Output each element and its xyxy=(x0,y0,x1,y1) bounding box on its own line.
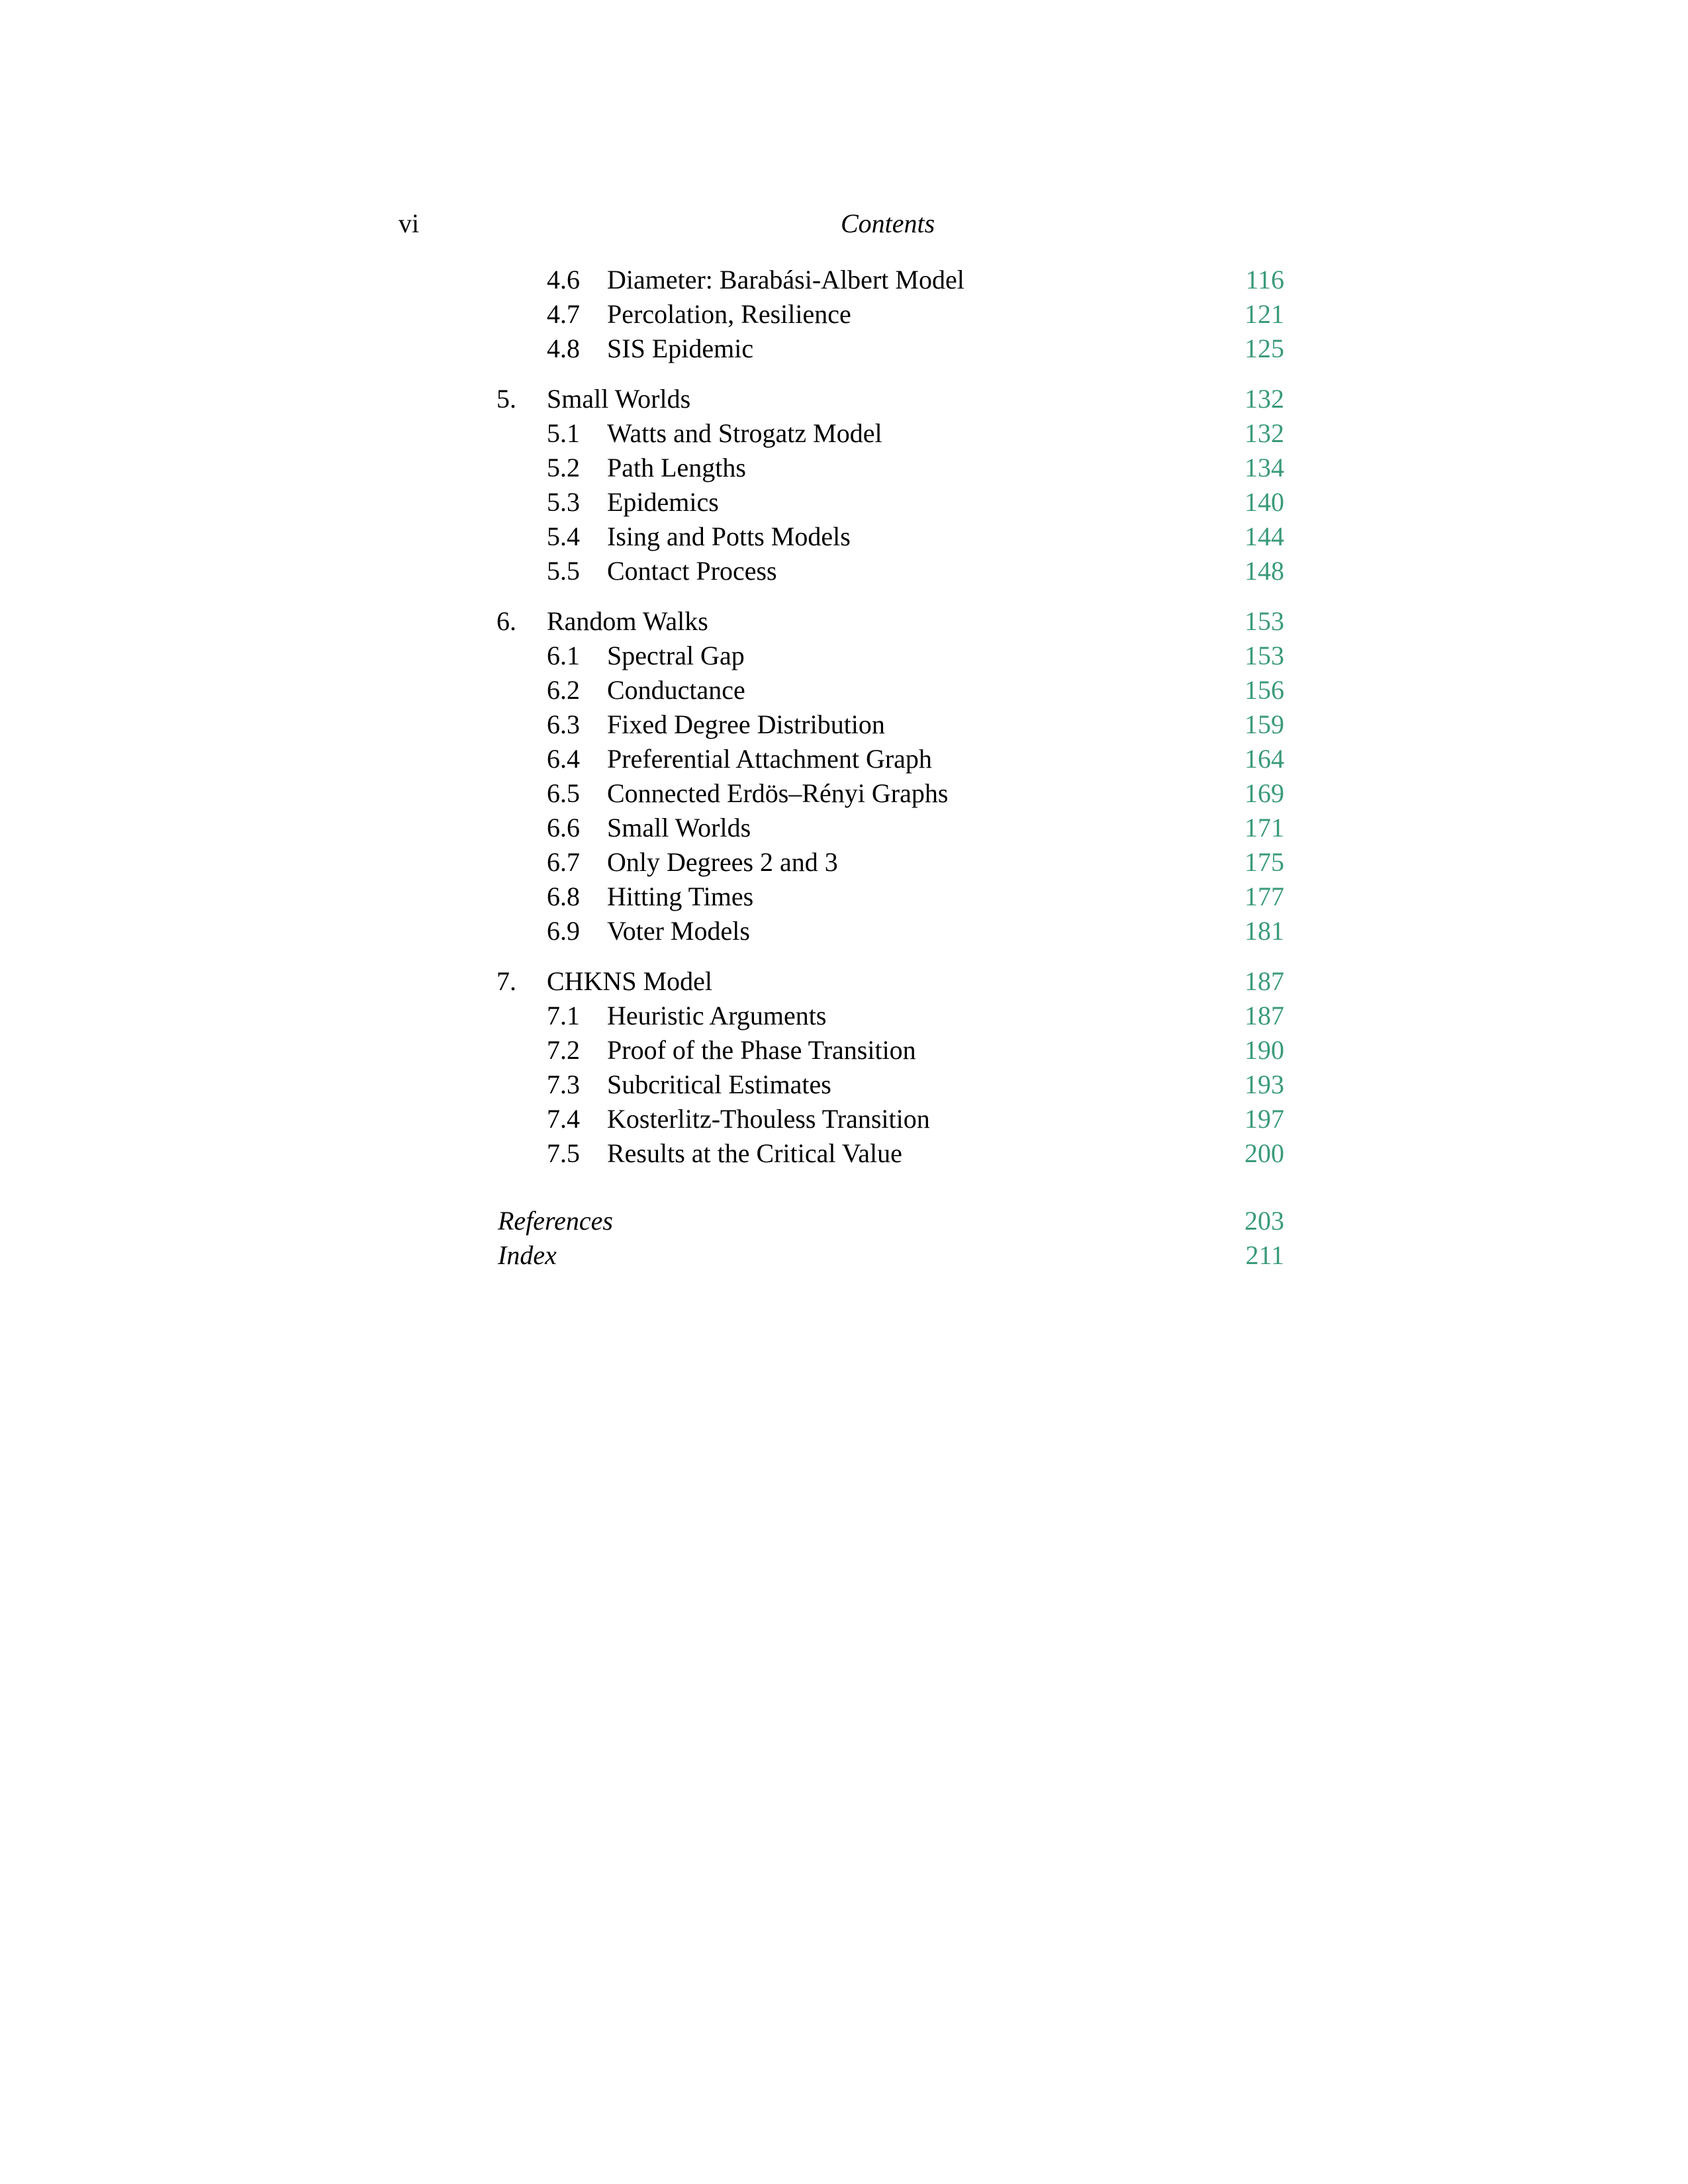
toc-section-title: Only Degrees 2 and 3 xyxy=(607,847,838,877)
toc-page-link[interactable]: 144 xyxy=(1244,522,1284,551)
toc-chapter-number: 5. xyxy=(496,384,516,414)
toc-section-number: 6.5 xyxy=(547,778,580,808)
toc-section-title: SIS Epidemic xyxy=(607,334,754,363)
toc-entry-5-5[interactable] xyxy=(0,554,1688,588)
toc-chapter-title: Small Worlds xyxy=(547,384,691,414)
toc-page-link[interactable]: 132 xyxy=(1244,384,1284,414)
toc-page-link[interactable]: 197 xyxy=(1244,1104,1284,1134)
toc-section-number: 7.5 xyxy=(547,1138,580,1168)
toc-page-link[interactable]: 193 xyxy=(1244,1069,1284,1099)
toc-section-title: Results at the Critical Value xyxy=(607,1138,902,1168)
toc-section-title: Diameter: Barabási-Albert Model xyxy=(607,265,964,295)
toc-section-title: Fixed Degree Distribution xyxy=(607,709,885,739)
toc-page-link[interactable]: 153 xyxy=(1244,641,1284,670)
toc-page-link[interactable]: 134 xyxy=(1244,453,1284,482)
back-matter-spacer xyxy=(0,1171,1688,1204)
toc-section-number: 5.2 xyxy=(547,453,580,482)
toc-entry-6-7[interactable] xyxy=(0,845,1688,880)
toc-section-number: 7.4 xyxy=(547,1104,580,1134)
toc-section-number: 5.4 xyxy=(547,522,580,551)
running-head-title: Contents xyxy=(841,208,935,238)
toc-page-link[interactable]: 187 xyxy=(1244,966,1284,996)
page-folio: vi xyxy=(399,208,420,238)
toc-section-title: Kosterlitz-Thouless Transition xyxy=(607,1104,930,1134)
toc-back-matter-title: Index xyxy=(498,1240,557,1270)
toc-entry-7-2[interactable] xyxy=(0,1033,1688,1068)
chapter-spacer xyxy=(0,588,1688,604)
toc-section-number: 4.7 xyxy=(547,299,580,329)
toc-section-number: 4.8 xyxy=(547,334,580,363)
chapter-spacer xyxy=(0,948,1688,964)
toc-page-link[interactable]: 156 xyxy=(1244,675,1284,705)
toc-section-number: 6.7 xyxy=(547,847,580,877)
toc-section-number: 6.3 xyxy=(547,709,580,739)
chapter-spacer xyxy=(0,366,1688,382)
toc-entry-6-6[interactable] xyxy=(0,811,1688,845)
toc-section-title: Voter Models xyxy=(607,916,750,946)
toc-chapter-number: 6. xyxy=(496,606,516,636)
toc-section-title: Ising and Potts Models xyxy=(607,522,851,551)
toc-page-link[interactable]: 169 xyxy=(1244,778,1284,808)
toc-entry-7-1[interactable] xyxy=(0,999,1688,1033)
toc-section-title: Proof of the Phase Transition xyxy=(607,1035,916,1065)
toc-section-number: 5.3 xyxy=(547,487,580,517)
toc-section-title: Epidemics xyxy=(607,487,719,517)
toc-section-title: Spectral Gap xyxy=(607,641,745,670)
toc-chapter-5[interactable] xyxy=(0,382,1688,416)
toc-page-link[interactable]: 148 xyxy=(1244,556,1284,586)
toc-section-number: 5.5 xyxy=(547,556,580,586)
toc-entry-5-1[interactable] xyxy=(0,416,1688,451)
toc-entry-6-2[interactable] xyxy=(0,673,1688,707)
toc-section-title: Percolation, Resilience xyxy=(607,299,851,329)
toc-page-link[interactable]: 140 xyxy=(1244,487,1284,517)
toc-entry-6-3[interactable] xyxy=(0,707,1688,742)
toc-entry-7-3[interactable] xyxy=(0,1068,1688,1102)
toc-section-title: Connected Erdös–Rényi Graphs xyxy=(607,778,949,808)
toc-chapter-6[interactable] xyxy=(0,604,1688,639)
toc-entry-5-4[interactable] xyxy=(0,520,1688,554)
toc-entry-index[interactable] xyxy=(0,1238,1688,1273)
toc-section-number: 6.2 xyxy=(547,675,580,705)
toc-section-title: Path Lengths xyxy=(607,453,746,482)
toc-entry-5-3[interactable] xyxy=(0,485,1688,520)
toc-page-link[interactable]: 116 xyxy=(1245,265,1284,295)
toc-entry-4-8[interactable] xyxy=(0,332,1688,366)
toc-section-title: Preferential Attachment Graph xyxy=(607,744,932,774)
toc-entry-6-8[interactable] xyxy=(0,880,1688,914)
toc-entry-4-7[interactable] xyxy=(0,297,1688,332)
toc-section-title: Conductance xyxy=(607,675,745,705)
toc-page-link[interactable]: 203 xyxy=(1244,1206,1284,1236)
toc-section-title: Subcritical Estimates xyxy=(607,1069,831,1099)
toc-chapter-7[interactable] xyxy=(0,964,1688,999)
toc-entry-6-1[interactable] xyxy=(0,639,1688,673)
toc-entry-6-5[interactable] xyxy=(0,776,1688,811)
toc-chapter-title: CHKNS Model xyxy=(547,966,713,996)
toc-page-link[interactable]: 164 xyxy=(1244,744,1284,774)
toc-entry-references[interactable] xyxy=(0,1204,1688,1238)
toc-page-link[interactable]: 177 xyxy=(1244,882,1284,911)
toc-page-link[interactable]: 187 xyxy=(1244,1001,1284,1030)
toc-entry-6-4[interactable] xyxy=(0,742,1688,776)
toc-section-title: Watts and Strogatz Model xyxy=(607,418,882,448)
toc-page-link[interactable]: 153 xyxy=(1244,606,1284,636)
toc-section-title: Small Worlds xyxy=(607,813,751,842)
toc-entry-7-5[interactable] xyxy=(0,1136,1688,1171)
toc-page-link[interactable]: 125 xyxy=(1244,334,1284,363)
toc-section-number: 6.4 xyxy=(547,744,580,774)
toc-page-link[interactable]: 200 xyxy=(1244,1138,1284,1168)
toc-section-title: Hitting Times xyxy=(607,882,754,911)
toc-page-link[interactable]: 181 xyxy=(1244,916,1284,946)
toc-entry-7-4[interactable] xyxy=(0,1102,1688,1136)
toc-entry-5-2[interactable] xyxy=(0,451,1688,485)
toc-page-link[interactable]: 121 xyxy=(1244,299,1284,329)
toc-entry-4-6[interactable] xyxy=(0,263,1688,297)
toc-page-link[interactable]: 132 xyxy=(1244,418,1284,448)
toc-page-link[interactable]: 159 xyxy=(1244,709,1284,739)
toc-page-link[interactable]: 211 xyxy=(1245,1240,1284,1270)
toc-section-number: 7.3 xyxy=(547,1069,580,1099)
toc-chapter-title: Random Walks xyxy=(547,606,708,636)
toc-section-number: 7.1 xyxy=(547,1001,580,1030)
toc-section-number: 6.9 xyxy=(547,916,580,946)
toc-chapter-number: 7. xyxy=(496,966,516,996)
toc-entry-6-9[interactable] xyxy=(0,914,1688,948)
toc-section-title: Contact Process xyxy=(607,556,777,586)
toc-back-matter-title: References xyxy=(498,1206,613,1236)
toc-section-number: 6.1 xyxy=(547,641,580,670)
toc-section-number: 7.2 xyxy=(547,1035,580,1065)
toc-page-link[interactable]: 190 xyxy=(1244,1035,1284,1065)
running-head xyxy=(0,204,1688,244)
toc-page-link[interactable]: 175 xyxy=(1244,847,1284,877)
toc-section-number: 4.6 xyxy=(547,265,580,295)
toc-section-number: 6.8 xyxy=(547,882,580,911)
table-of-contents xyxy=(0,263,1688,1273)
toc-section-title: Heuristic Arguments xyxy=(607,1001,827,1030)
toc-section-number: 5.1 xyxy=(547,418,580,448)
toc-section-number: 6.6 xyxy=(547,813,580,842)
toc-page-link[interactable]: 171 xyxy=(1244,813,1284,842)
